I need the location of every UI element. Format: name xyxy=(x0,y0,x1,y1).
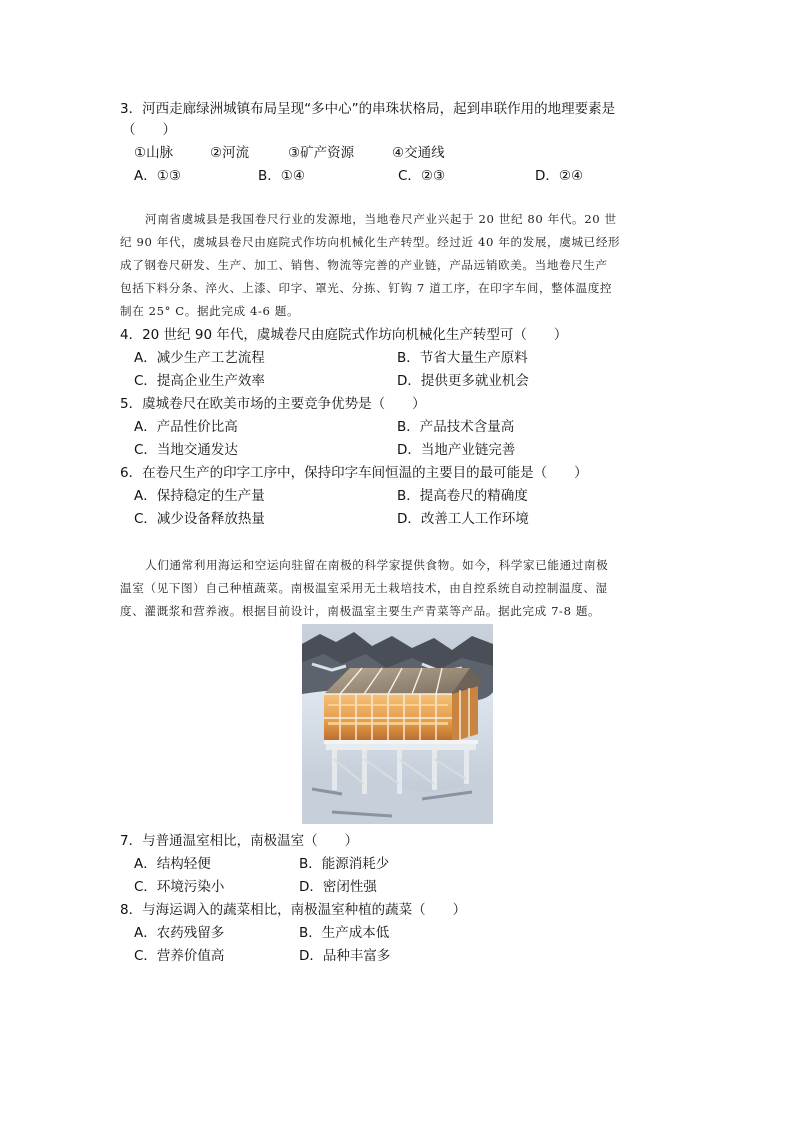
q5-option-d: D．当地产业链完善 xyxy=(397,442,516,458)
q3-item-2: ②河流 xyxy=(210,145,250,161)
q6-option-c: C．减少设备释放热量 xyxy=(134,511,265,527)
passage1-line-2: 纪 90 年代，虞城县卷尺由庭院式作坊向机械化生产转型。经过近 40 年的发展，虞城已经形 xyxy=(120,235,621,249)
q3-item-4: ④交通线 xyxy=(392,145,445,161)
passage1-line-1: 河南省虞城县是我国卷尺行业的发源地，当地卷尺产业兴起于 20 世纪 80 年代。20 世 xyxy=(145,212,617,226)
q6-option-a: A．保持稳定的生产量 xyxy=(134,488,265,504)
q6-option-b: B．提高卷尺的精确度 xyxy=(397,488,528,504)
q8-option-b: B．生产成本低 xyxy=(299,925,390,941)
passage2-line-1: 人们通常利用海运和空运向驻留在南极的科学家提供食物。如今，科学家已能通过南极 xyxy=(145,558,609,572)
passage2-line-3: 度、灌溉浆和营养液。根据目前设计，南极温室主要生产青菜等产品。据此完成 7-8 题。 xyxy=(120,604,601,618)
passage1-line-3: 成了钢卷尺研发、生产、加工、销售、物流等完善的产业链，产品远销欧美。当地卷尺生产 xyxy=(120,258,608,272)
q4-option-b: B．节省大量生产原料 xyxy=(397,350,528,366)
q4-option-c: C．提高企业生产效率 xyxy=(134,373,265,389)
q7-stem: 7．与普通温室相比，南极温室（ ） xyxy=(120,833,359,849)
q7-option-d: D．密闭性强 xyxy=(299,879,377,895)
q3-item-3: ③矿产资源 xyxy=(288,145,355,161)
q4-option-a: A．减少生产工艺流程 xyxy=(134,350,265,366)
q4-stem: 4．20 世纪 90 年代，虞城卷尺由庭院式作坊向机械化生产转型可（ ） xyxy=(120,327,568,343)
q3-option-b: B．①④ xyxy=(258,168,305,184)
q5-option-a: A．产品性价比高 xyxy=(134,419,238,435)
q3-item-1: ①山脉 xyxy=(134,145,174,161)
q6-stem: 6．在卷尺生产的印字工序中，保持印字车间恒温的主要目的最可能是（ ） xyxy=(120,465,588,481)
q3-option-d: D．②④ xyxy=(535,168,584,184)
antarctic-greenhouse-photo xyxy=(302,624,493,824)
q6-option-d: D．改善工人工作环境 xyxy=(397,511,529,527)
q7-option-b: B．能源消耗少 xyxy=(299,856,390,872)
q3-stem: 3．河西走廊绿洲城镇布局呈现“多中心”的串珠状格局，起到串联作用的地理要素是 xyxy=(120,101,616,117)
q4-option-d: D．提供更多就业机会 xyxy=(397,373,529,389)
q3-answer-paren: （ ） xyxy=(122,122,176,138)
q3-option-c: C．②③ xyxy=(398,168,446,184)
q3-option-a: A．①③ xyxy=(134,168,181,184)
q5-option-b: B．产品技术含量高 xyxy=(397,419,515,435)
q7-option-a: A．结构轻便 xyxy=(134,856,211,872)
q8-option-d: D．品种丰富多 xyxy=(299,948,391,964)
q8-option-c: C．营养价值高 xyxy=(134,948,225,964)
q8-stem: 8．与海运调入的蔬菜相比，南极温室种植的蔬菜（ ） xyxy=(120,902,467,918)
q5-stem: 5．虞城卷尺在欧美市场的主要竞争优势是（ ） xyxy=(120,396,426,412)
passage1-line-4: 包括下料分条、淬火、上漆、印字、罩光、分拣、钉钩 7 道工序，在印字车间，整体温度控 xyxy=(120,281,613,295)
passage2-line-2: 温室（见下图）自己种植蔬菜。南极温室采用无土栽培技术，由自控系统自动控制温度、湿 xyxy=(120,581,608,595)
q8-option-a: A．农药残留多 xyxy=(134,925,225,941)
q5-option-c: C．当地交通发达 xyxy=(134,442,238,458)
q7-option-c: C．环境污染小 xyxy=(134,879,225,895)
passage1-line-5: 制在 25° C。据此完成 4-6 题。 xyxy=(120,304,300,318)
